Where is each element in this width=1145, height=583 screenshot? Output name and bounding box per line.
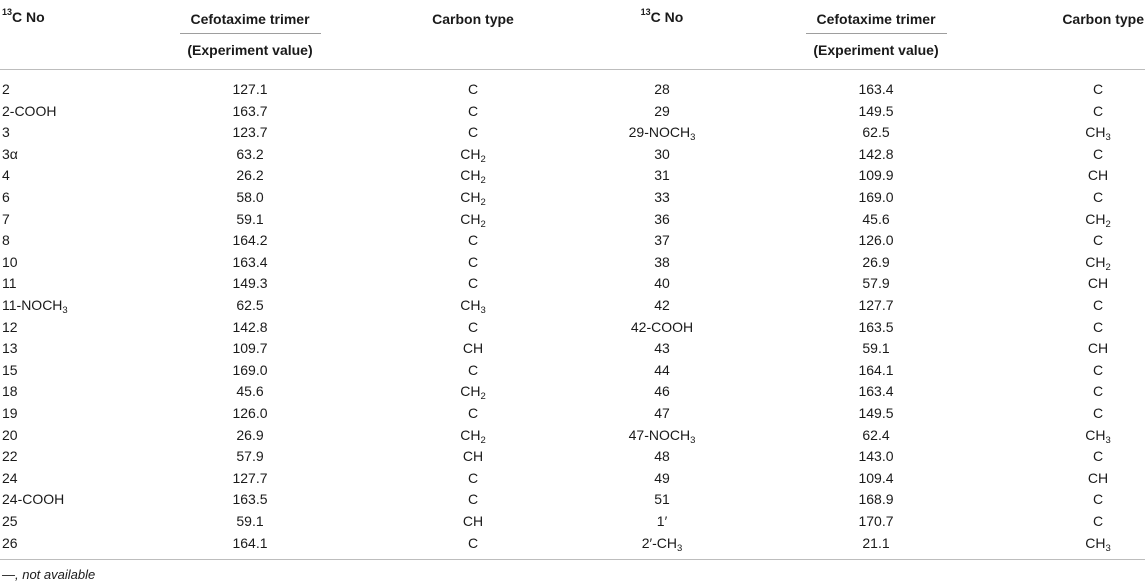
cell-carbon-type: $CH_3$ xyxy=(1085,534,1111,554)
cell-carbon-type: C xyxy=(467,253,479,270)
cell-shift: 58.0 xyxy=(236,189,264,205)
cell-shift: 123.7 xyxy=(232,124,268,141)
cell-c-no: 36 xyxy=(654,210,670,227)
cell-carbon-type: C xyxy=(467,275,479,292)
cell-shift: 127.7 xyxy=(858,297,894,313)
cell-c-no: 18 xyxy=(2,383,18,400)
header-c-no-label: C No xyxy=(12,9,45,25)
cell-carbon-type: $CH_2$ xyxy=(1085,253,1111,273)
cell-shift: 62.4 xyxy=(862,426,890,443)
cell-carbon-type: C xyxy=(467,232,479,249)
header-c-no-right xyxy=(641,9,684,25)
cell-shift: 168.9 xyxy=(858,491,894,508)
cell-carbon-type: $CH_3$ xyxy=(1085,426,1111,446)
footnote: —, not available xyxy=(2,567,96,582)
cell-shift: 164.1 xyxy=(858,361,894,378)
cell-shift: 163.4 xyxy=(858,383,894,400)
header-exp-value-right: (Experiment value) xyxy=(813,42,939,58)
cell-c-no: 10 xyxy=(2,253,18,270)
cell-shift: 62.5 xyxy=(236,297,264,313)
cell-carbon-type: C xyxy=(1092,189,1104,205)
cell-carbon-type: $CH_3$ xyxy=(1085,124,1111,144)
cell-shift: 109.9 xyxy=(858,167,894,184)
cell-carbon-type: CH xyxy=(1087,469,1109,486)
cell-c-no: 3α xyxy=(2,145,18,162)
cell-c-no: 19 xyxy=(2,405,18,421)
cell-carbon-type: C xyxy=(1092,383,1104,400)
cell-shift: 163.5 xyxy=(232,491,268,508)
cell-c-no: 11 xyxy=(2,275,17,292)
cell-shift: 127.1 xyxy=(232,81,268,97)
cell-carbon-type: C xyxy=(1092,491,1104,508)
cell-carbon-type: CH xyxy=(462,448,484,465)
cell-carbon-type: C xyxy=(1092,513,1104,529)
cell-shift: 163.5 xyxy=(858,318,894,335)
cell-c-no: $29-NOCH_3$ xyxy=(628,124,696,144)
cell-carbon-type: C xyxy=(467,361,479,378)
cell-carbon-type: C xyxy=(1092,361,1104,378)
cell-c-no: 4 xyxy=(2,167,10,184)
cell-c-no: 46 xyxy=(654,383,670,400)
header-c-no-superscript: 13 xyxy=(2,7,13,18)
cell-shift: 142.8 xyxy=(858,145,894,162)
cell-c-no: 33 xyxy=(654,189,670,205)
cell-shift: 142.8 xyxy=(232,318,268,335)
cell-carbon-type: $CH_2$ xyxy=(460,145,486,165)
cell-shift: 169.0 xyxy=(232,361,268,378)
cell-c-no: 15 xyxy=(2,361,18,378)
cell-c-no: 7 xyxy=(2,210,10,227)
cell-c-no: 2 xyxy=(2,81,10,97)
cell-carbon-type: $CH_2$ xyxy=(1085,210,1111,230)
cell-shift: 62.5 xyxy=(862,124,890,141)
cell-carbon-type: C xyxy=(1092,405,1104,421)
header-carbon-type-right: Carbon type xyxy=(1062,11,1144,27)
cell-carbon-type: C xyxy=(1092,448,1104,465)
cell-c-no: 24 xyxy=(2,469,18,486)
cell-shift: 127.7 xyxy=(232,469,268,486)
cell-carbon-type: C xyxy=(1092,102,1104,119)
cell-c-no: 13 xyxy=(2,340,18,357)
cell-shift: 149.5 xyxy=(858,102,894,119)
cell-c-no: 48 xyxy=(654,448,670,465)
cell-shift: 126.0 xyxy=(232,405,268,421)
cell-shift: 59.1 xyxy=(862,340,890,357)
cell-carbon-type: $CH_2$ xyxy=(460,189,486,208)
cell-shift: 164.1 xyxy=(232,534,268,551)
cell-shift: 163.7 xyxy=(232,102,268,119)
cell-carbon-type: C xyxy=(467,469,479,486)
cell-shift: 170.7 xyxy=(858,513,894,529)
cell-c-no: 28 xyxy=(654,81,670,97)
cell-carbon-type: $CH_2$ xyxy=(460,426,486,446)
cell-shift: 164.2 xyxy=(232,232,268,249)
header-trimer-right: Cefotaxime trimer xyxy=(816,11,936,27)
cell-c-no: 49 xyxy=(654,469,670,486)
cell-shift: 45.6 xyxy=(236,383,264,400)
cell-c-no: 8 xyxy=(2,232,10,249)
cell-c-no: 42 xyxy=(654,297,670,313)
header-underline-right xyxy=(806,33,947,34)
cell-shift: 57.9 xyxy=(236,448,264,465)
header-c-no-left xyxy=(2,9,45,25)
header-trimer-left: Cefotaxime trimer xyxy=(190,11,310,27)
cell-carbon-type: CH xyxy=(1087,275,1109,292)
cell-c-no: 24-COOH xyxy=(2,491,65,508)
cell-carbon-type: CH xyxy=(1087,167,1109,184)
cell-c-no: 37 xyxy=(654,232,670,249)
cell-shift: 109.7 xyxy=(232,340,268,357)
cell-shift: 26.9 xyxy=(862,253,890,270)
cell-carbon-type: CH xyxy=(1087,340,1109,357)
cell-carbon-type: C xyxy=(467,534,479,551)
cell-shift: 163.4 xyxy=(858,81,894,97)
cell-c-no: 2-COOH xyxy=(2,102,57,119)
cell-carbon-type: C xyxy=(467,81,479,97)
cell-carbon-type: $CH_2$ xyxy=(460,210,486,230)
cell-carbon-type: C xyxy=(467,124,479,141)
cell-carbon-type: C xyxy=(467,102,479,119)
cell-carbon-type: C xyxy=(467,318,479,335)
cell-c-no: 22 xyxy=(2,448,18,465)
cell-c-no: $2'-CH_3$ xyxy=(641,534,683,554)
cell-shift: 163.4 xyxy=(232,253,268,270)
cell-carbon-type: C xyxy=(1092,297,1104,313)
cell-shift: 59.1 xyxy=(236,210,264,227)
cell-c-no: 3 xyxy=(2,124,10,141)
cell-c-no: 51 xyxy=(654,491,670,508)
cell-c-no: 40 xyxy=(654,275,670,292)
cell-c-no: 6 xyxy=(2,189,10,205)
cell-carbon-type: $CH_2$ xyxy=(460,167,486,187)
cell-carbon-type: $CH_3$ xyxy=(460,297,486,316)
cell-shift: 26.2 xyxy=(236,167,264,184)
cell-c-no: 47 xyxy=(654,405,670,421)
cell-shift: 63.2 xyxy=(236,145,264,162)
cell-shift: 45.6 xyxy=(862,210,890,227)
header-c-no-label-right: C No xyxy=(650,9,684,25)
cell-c-no: 25 xyxy=(2,513,18,529)
header-exp-value-left: (Experiment value) xyxy=(187,42,313,58)
cell-shift: 59.1 xyxy=(236,513,264,529)
cell-c-no: 42-COOH xyxy=(630,318,694,335)
table-bottom-rule xyxy=(0,559,1145,560)
cell-carbon-type: CH xyxy=(462,340,484,357)
header-bottom-rule xyxy=(0,69,1145,70)
cell-carbon-type: C xyxy=(1092,145,1104,162)
header-c-no-superscript-right: 13 xyxy=(640,7,651,18)
cell-c-no: 38 xyxy=(654,253,670,270)
cell-shift: 57.9 xyxy=(862,275,890,292)
cell-carbon-type: $CH_2$ xyxy=(460,383,486,403)
cell-carbon-type: CH xyxy=(462,513,484,529)
cell-c-no: 44 xyxy=(654,361,670,378)
cell-shift: 143.0 xyxy=(858,448,894,465)
cell-c-no: 1′ xyxy=(656,513,668,529)
cell-carbon-type: C xyxy=(1092,318,1104,335)
cell-shift: 126.0 xyxy=(858,232,894,249)
cell-carbon-type: C xyxy=(1092,81,1104,97)
cell-c-no: 26 xyxy=(2,534,18,551)
cell-c-no: $47-NOCH_3$ xyxy=(628,426,696,446)
cell-shift: 109.4 xyxy=(858,469,894,486)
cell-shift: 26.9 xyxy=(236,426,264,443)
cell-c-no: 30 xyxy=(654,145,670,162)
cell-carbon-type: C xyxy=(467,405,479,421)
cell-shift: 21.1 xyxy=(862,534,890,551)
cell-c-no: 31 xyxy=(654,167,670,184)
cell-c-no: 20 xyxy=(2,426,18,443)
cell-carbon-type: C xyxy=(1092,232,1104,249)
cell-c-no: 12 xyxy=(2,318,18,335)
cell-shift: 169.0 xyxy=(858,189,894,205)
cell-carbon-type: C xyxy=(467,491,479,508)
header-carbon-type-left: Carbon type xyxy=(432,11,514,27)
cell-c-no: 43 xyxy=(654,340,670,357)
cell-shift: 149.3 xyxy=(232,275,268,292)
header-underline-left xyxy=(180,33,321,34)
cell-c-no: $11-NOCH_3$ xyxy=(2,297,68,316)
cell-c-no: 29 xyxy=(654,102,670,119)
cell-shift: 149.5 xyxy=(858,405,894,421)
